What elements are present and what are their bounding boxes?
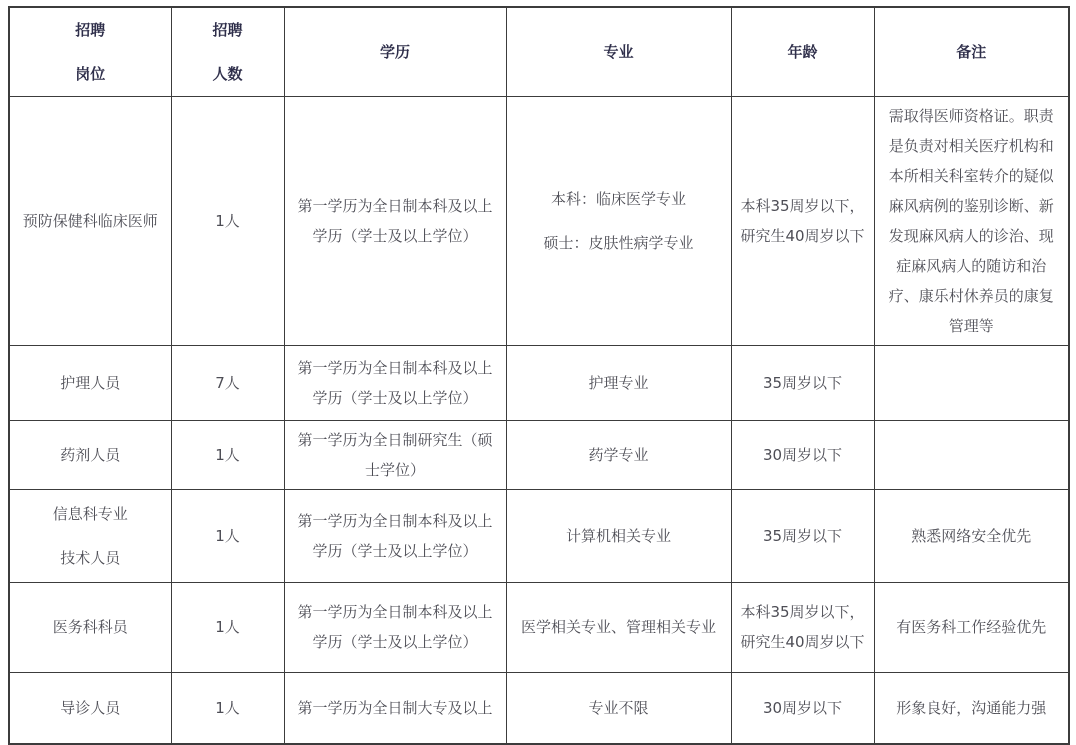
- remark-text: 有医务科工作经验优先: [896, 618, 1047, 636]
- position-text: 护理人员: [60, 373, 121, 392]
- header-cell-major: [506, 7, 731, 96]
- cell-education: [284, 489, 506, 582]
- header-remark-label: 备注: [956, 42, 987, 61]
- count-text: 7人: [215, 373, 240, 392]
- cell-remark: [874, 582, 1069, 672]
- cell-education: [284, 420, 506, 489]
- major-text: 专业不限: [588, 698, 649, 717]
- table-row: [9, 672, 1069, 744]
- count-text: 1人: [215, 698, 240, 717]
- cell-education: [284, 582, 506, 672]
- header-cell-remark: [874, 7, 1069, 96]
- cell-age: [731, 345, 874, 420]
- table-row: [9, 420, 1069, 489]
- major-text: 药学专业: [588, 445, 649, 464]
- cell-count: [171, 489, 284, 582]
- table-header-row: [9, 7, 1069, 96]
- header-cell-position: [9, 7, 171, 96]
- cell-age: [731, 672, 874, 744]
- table-row: [9, 489, 1069, 582]
- remark-text: 需取得医师资格证。职责是负责对相关医疗机构和本所相关科室转介的疑似麻风病例的鉴别诊断、新发现麻风病人的诊治、现症麻风病人的随访和治疗、康乐村休养员的康复管理等: [888, 106, 1054, 335]
- cell-position: [9, 96, 171, 345]
- education-text: 第一学历为全日制大专及以上: [297, 698, 493, 717]
- header-major-label: 专业: [603, 42, 634, 61]
- cell-count: [171, 96, 284, 345]
- header-count-line2: 人数: [212, 64, 243, 83]
- header-cell-education: [284, 7, 506, 96]
- education-text: 第一学历为全日制本科及以上学历（学士及以上学位）: [297, 511, 493, 560]
- cell-major: [506, 672, 731, 744]
- cell-position: [9, 672, 171, 744]
- position-text: 预防保健科临床医师: [22, 211, 158, 230]
- position-line1: 信息科专业: [52, 504, 128, 523]
- cell-major: [506, 582, 731, 672]
- position-text: 医务科科员: [52, 618, 128, 636]
- cell-remark: [874, 96, 1069, 345]
- table-row: [9, 582, 1069, 672]
- cell-count: [171, 420, 284, 489]
- position-text: 导诊人员: [60, 698, 121, 717]
- major-text: 计算机相关专业: [565, 526, 671, 545]
- cell-major: [506, 489, 731, 582]
- cell-count: [171, 582, 284, 672]
- count-text: 1人: [215, 618, 240, 636]
- education-text: 第一学历为全日制本科及以上学历（学士及以上学位）: [297, 358, 493, 407]
- cell-remark: [874, 345, 1069, 420]
- major-line-bachelor: 本科：临床医学专业: [550, 189, 686, 208]
- cell-age: [731, 489, 874, 582]
- age-text: 35周岁以下: [762, 373, 843, 392]
- header-education-label: 学历: [379, 42, 410, 61]
- major-line-master: 硕士：皮肤性病学专业: [543, 233, 694, 252]
- table-row: [9, 345, 1069, 420]
- count-text: 1人: [215, 526, 240, 545]
- major-text: 医学相关专业、管理相关专业: [520, 618, 716, 636]
- education-text: 第一学历为全日制本科及以上学历（学士及以上学位）: [297, 603, 493, 651]
- cell-position: [9, 489, 171, 582]
- major-text: 护理专业: [588, 373, 649, 392]
- remark-text: 形象良好，沟通能力强: [896, 698, 1047, 717]
- position-line2: 技术人员: [60, 548, 121, 567]
- cell-remark: [874, 420, 1069, 489]
- header-position-line1: 招聘: [75, 20, 106, 39]
- header-count-line1: 招聘: [212, 20, 243, 39]
- age-text: 本科35周岁以下，研究生40周岁以下: [740, 603, 865, 651]
- header-cell-age: [731, 7, 874, 96]
- position-text: 药剂人员: [60, 445, 121, 464]
- cell-remark: [874, 672, 1069, 744]
- cell-education: [284, 672, 506, 744]
- age-text: 30周岁以下: [762, 445, 843, 464]
- education-text: 第一学历为全日制本科及以上学历（学士及以上学位）: [297, 196, 493, 245]
- cell-age: [731, 582, 874, 672]
- table-row: [9, 96, 1069, 345]
- cell-major: [506, 420, 731, 489]
- cell-major: [506, 345, 731, 420]
- header-cell-count: [171, 7, 284, 96]
- cell-position: [9, 345, 171, 420]
- header-age-label: 年龄: [787, 42, 818, 61]
- count-text: 1人: [215, 445, 240, 464]
- cell-count: [171, 672, 284, 744]
- recruitment-table: [8, 6, 1070, 745]
- header-position-line2: 岗位: [75, 64, 106, 83]
- age-text: 30周岁以下: [762, 698, 843, 717]
- age-text: 本科35周岁以下，研究生40周岁以下: [740, 196, 865, 245]
- education-text: 第一学历为全日制研究生（硕士学位）: [297, 430, 493, 479]
- cell-position: [9, 582, 171, 672]
- cell-count: [171, 345, 284, 420]
- cell-position: [9, 420, 171, 489]
- cell-remark: [874, 489, 1069, 582]
- count-text: 1人: [215, 211, 240, 230]
- age-text: 35周岁以下: [762, 526, 843, 545]
- cell-age: [731, 420, 874, 489]
- cell-age: [731, 96, 874, 345]
- cell-education: [284, 96, 506, 345]
- cell-education: [284, 345, 506, 420]
- cell-major: [506, 96, 731, 345]
- remark-text: 熟悉网络安全优先: [911, 526, 1032, 545]
